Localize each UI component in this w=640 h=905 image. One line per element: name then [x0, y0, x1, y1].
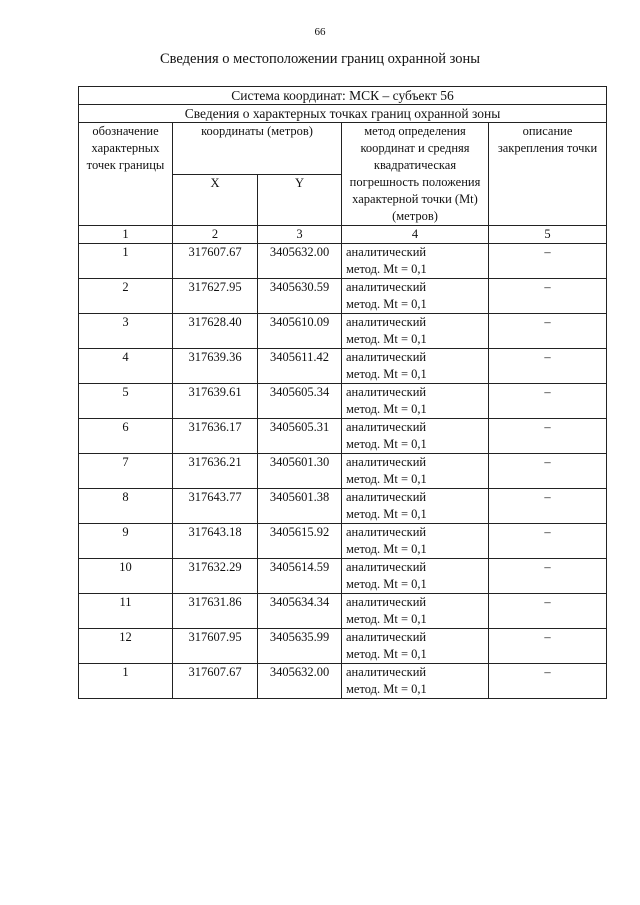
table-row — [79, 664, 607, 699]
point-cell: 11 — [79, 594, 173, 629]
method-line: аналитический — [346, 315, 427, 329]
method-line: метод. Mt = 0,1 — [346, 262, 427, 276]
x-coordinate-cell: 317607.95 — [173, 629, 258, 664]
table-row — [79, 524, 607, 559]
table-row — [79, 349, 607, 384]
x-coordinate-cell: 317631.86 — [173, 594, 258, 629]
description-cell: – — [489, 559, 607, 594]
y-coordinate-cell: 3405615.92 — [258, 524, 342, 559]
point-cell: 1 — [79, 244, 173, 279]
method-line: аналитический — [346, 455, 427, 469]
x-coordinate-cell: 317639.61 — [173, 384, 258, 419]
boundary-points-table — [78, 86, 607, 699]
description-cell: – — [489, 629, 607, 664]
description-cell: – — [489, 524, 607, 559]
table-row — [79, 244, 607, 279]
method-line: аналитический — [346, 350, 427, 364]
y-coordinate-cell: 3405605.31 — [258, 419, 342, 454]
x-coordinate-cell: 317636.21 — [173, 454, 258, 489]
method-line: метод. Mt = 0,1 — [346, 507, 427, 521]
x-coordinate-cell: 317628.40 — [173, 314, 258, 349]
method-line: аналитический — [346, 385, 427, 399]
x-coordinate-cell: 317607.67 — [173, 244, 258, 279]
method-cell — [342, 489, 489, 524]
method-line: метод. Mt = 0,1 — [346, 402, 427, 416]
x-coordinate-cell: 317627.95 — [173, 279, 258, 314]
y-coordinate-cell: 3405632.00 — [258, 244, 342, 279]
y-coordinate-cell: 3405601.30 — [258, 454, 342, 489]
y-coordinate-cell: 3405605.34 — [258, 384, 342, 419]
description-cell: – — [489, 244, 607, 279]
col-header-x: X — [173, 174, 258, 226]
point-cell: 7 — [79, 454, 173, 489]
y-coordinate-cell: 3405614.59 — [258, 559, 342, 594]
description-cell: – — [489, 489, 607, 524]
x-coordinate-cell: 317636.17 — [173, 419, 258, 454]
description-cell: – — [489, 664, 607, 699]
description-cell: – — [489, 594, 607, 629]
column-number-row — [79, 226, 607, 244]
method-line: аналитический — [346, 525, 427, 539]
col-header-description: описание закрепления точки — [489, 123, 607, 226]
description-cell: – — [489, 419, 607, 454]
table-row — [79, 279, 607, 314]
table-body — [79, 244, 607, 699]
y-coordinate-cell: 3405635.99 — [258, 629, 342, 664]
y-coordinate-cell: 3405630.59 — [258, 279, 342, 314]
method-line: аналитический — [346, 560, 427, 574]
point-cell: 3 — [79, 314, 173, 349]
method-cell — [342, 454, 489, 489]
coordinate-system-header: Система координат: МСК – субъект 56 — [79, 87, 607, 105]
description-cell: – — [489, 384, 607, 419]
method-line: метод. Mt = 0,1 — [346, 437, 427, 451]
point-cell: 2 — [79, 279, 173, 314]
method-line: метод. Mt = 0,1 — [346, 612, 427, 626]
method-line: метод. Mt = 0,1 — [346, 367, 427, 381]
method-cell — [342, 664, 489, 699]
document-title: Сведения о местоположении границ охранной зоны — [159, 51, 480, 67]
x-coordinate-cell: 317639.36 — [173, 349, 258, 384]
y-coordinate-cell: 3405601.38 — [258, 489, 342, 524]
method-line: аналитический — [346, 630, 427, 644]
column-number: 2 — [173, 226, 258, 244]
method-line: метод. Mt = 0,1 — [346, 682, 427, 696]
description-cell: – — [489, 279, 607, 314]
table-row — [79, 489, 607, 524]
method-line: метод. Mt = 0,1 — [346, 542, 427, 556]
description-cell: – — [489, 349, 607, 384]
method-line: аналитический — [346, 280, 427, 294]
column-number: 1 — [79, 226, 173, 244]
col-header-y: Y — [258, 174, 342, 226]
method-cell — [342, 314, 489, 349]
col-header-method: метод определения координат и средняя квадратическая погрешность положения характерной точки (Mt) (метров) — [342, 123, 489, 226]
column-number: 4 — [342, 226, 489, 244]
point-cell: 5 — [79, 384, 173, 419]
table-row — [79, 314, 607, 349]
method-line: метод. Mt = 0,1 — [346, 332, 427, 346]
table-row — [79, 594, 607, 629]
table-row — [79, 454, 607, 489]
table-row — [79, 384, 607, 419]
y-coordinate-cell: 3405632.00 — [258, 664, 342, 699]
method-line: аналитический — [346, 420, 427, 434]
points-info-header: Сведения о характерных точках границ охранной зоны — [79, 105, 607, 123]
table-row — [79, 419, 607, 454]
description-cell: – — [489, 454, 607, 489]
method-line: аналитический — [346, 245, 427, 259]
method-cell — [342, 594, 489, 629]
y-coordinate-cell: 3405611.42 — [258, 349, 342, 384]
column-number: 3 — [258, 226, 342, 244]
method-cell — [342, 349, 489, 384]
point-cell: 12 — [79, 629, 173, 664]
x-coordinate-cell: 317607.67 — [173, 664, 258, 699]
point-cell: 1 — [79, 664, 173, 699]
method-cell — [342, 629, 489, 664]
col-header-designation: обозначение характерных точек границы — [79, 123, 173, 226]
method-line: метод. Mt = 0,1 — [346, 297, 427, 311]
method-line: аналитический — [346, 665, 427, 679]
method-line: метод. Mt = 0,1 — [346, 472, 427, 486]
point-cell: 4 — [79, 349, 173, 384]
column-number: 5 — [489, 226, 607, 244]
x-coordinate-cell: 317643.77 — [173, 489, 258, 524]
col-header-coordinates: координаты (метров) — [173, 123, 342, 175]
y-coordinate-cell: 3405634.34 — [258, 594, 342, 629]
point-cell: 6 — [79, 419, 173, 454]
description-cell: – — [489, 314, 607, 349]
point-cell: 8 — [79, 489, 173, 524]
method-line: метод. Mt = 0,1 — [346, 577, 427, 591]
method-cell — [342, 524, 489, 559]
method-line: аналитический — [346, 595, 427, 609]
y-coordinate-cell: 3405610.09 — [258, 314, 342, 349]
page-number: 66 — [314, 26, 326, 38]
table-row — [79, 559, 607, 594]
table-row — [79, 629, 607, 664]
method-cell — [342, 244, 489, 279]
x-coordinate-cell: 317643.18 — [173, 524, 258, 559]
method-line: метод. Mt = 0,1 — [346, 647, 427, 661]
method-cell — [342, 419, 489, 454]
point-cell: 9 — [79, 524, 173, 559]
method-line: аналитический — [346, 490, 427, 504]
method-cell — [342, 384, 489, 419]
x-coordinate-cell: 317632.29 — [173, 559, 258, 594]
point-cell: 10 — [79, 559, 173, 594]
method-cell — [342, 279, 489, 314]
method-cell — [342, 559, 489, 594]
